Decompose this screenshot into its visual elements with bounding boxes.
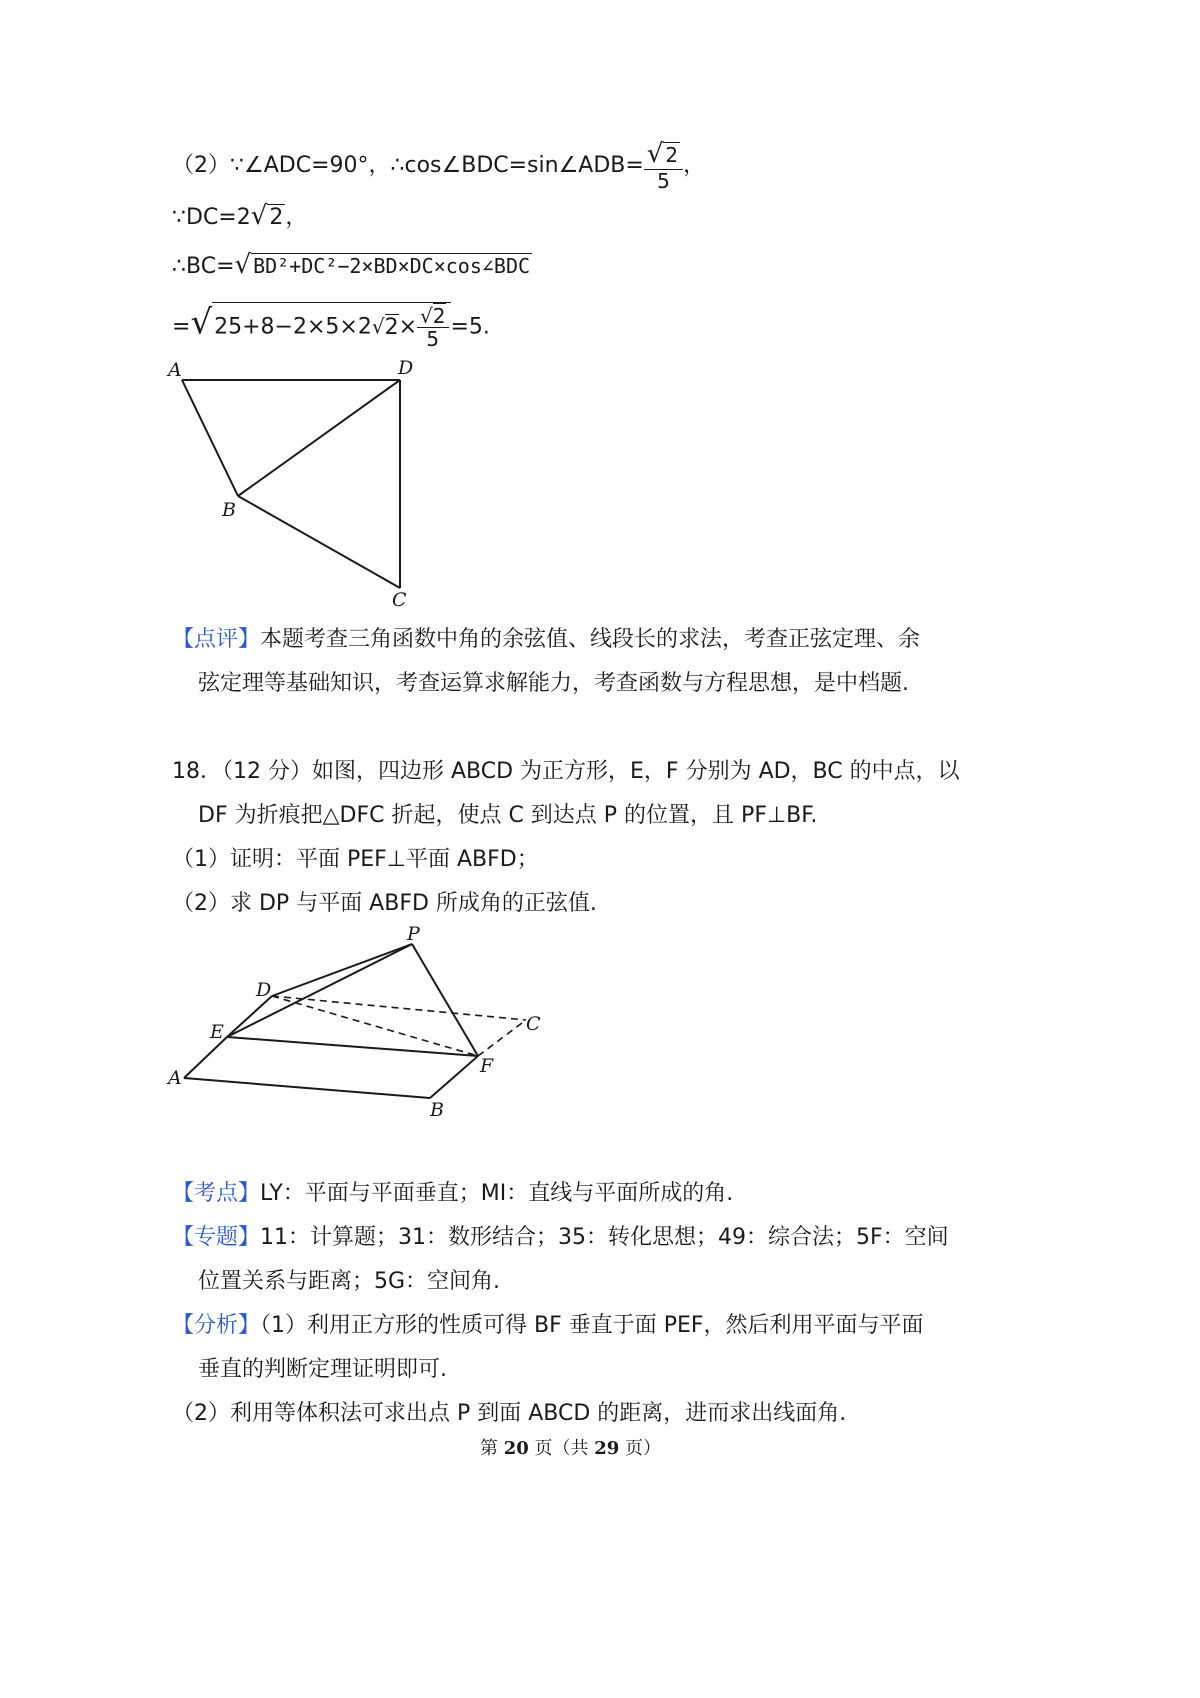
segment-bc bbox=[238, 496, 400, 588]
segment-ep bbox=[227, 944, 412, 1037]
solution-line-2: ∵DC=2√2， bbox=[172, 201, 308, 231]
zhuanti-tag: 【专题】 bbox=[172, 1225, 261, 1250]
label-p: P bbox=[407, 923, 420, 945]
problem-18-line-2: DF 为折痕把△DFC 折起，使点 C 到达点 P 的位置，且 PF⊥BF. bbox=[198, 803, 818, 828]
solution-line-4: =√25+8−2×5×2√2× $\frac{√2}{5}$ =5. bbox=[172, 302, 490, 351]
fenxi-line-3: （2）利用等体积法可求出点 P 到面 ABCD 的距离，进而求出线面角. bbox=[172, 1401, 847, 1426]
zhuanti-line-1: 【专题】11：计算题；31：数形结合；35：转化思想；49：综合法；5F：空间 bbox=[172, 1225, 949, 1250]
sqrt-icon: √ bbox=[234, 250, 252, 280]
fenxi-line-2: 垂直的判断定理证明即可. bbox=[198, 1357, 447, 1382]
review-line-2: 弦定理等基础知识，考查运算求解能力，考查函数与方程思想，是中档题. bbox=[198, 671, 909, 696]
fenxi-line-1: 【分析】（1）利用正方形的性质可得 BF 垂直于面 PEF，然后利用平面与平面 bbox=[172, 1313, 924, 1338]
label-e: E bbox=[210, 1021, 224, 1043]
review-tag: 【点评】 bbox=[172, 627, 261, 652]
segment-bd bbox=[238, 380, 400, 496]
problem-18-part-1: （1）证明：平面 PEF⊥平面 ABFD； bbox=[172, 847, 539, 872]
label-d: D bbox=[398, 357, 414, 379]
label-c: C bbox=[392, 589, 407, 611]
kaodian-tag: 【考点】 bbox=[172, 1181, 261, 1206]
figure-quadrilateral-abdc bbox=[160, 350, 460, 620]
sqrt-icon: √ bbox=[190, 302, 213, 343]
label-a: A bbox=[168, 1067, 182, 1089]
solution-line-1-prefix: （2）∵∠ADC=90°，∴cos∠BDC=sin∠ADB= bbox=[172, 152, 644, 178]
page-number: 20 bbox=[503, 1438, 529, 1459]
segment-ed bbox=[227, 996, 272, 1037]
label-d: D bbox=[256, 979, 272, 1001]
review-line-1: 【点评】本题考查三角函数中角的余弦值、线段长的求法，考查正弦定理、余 bbox=[172, 627, 921, 652]
label-f: F bbox=[480, 1055, 494, 1077]
segment-ae bbox=[184, 1037, 227, 1078]
sqrt-icon: √ bbox=[646, 139, 664, 169]
problem-18-part-2: （2）求 DP 与平面 ABFD 所成角的正弦值. bbox=[172, 891, 597, 916]
label-a: A bbox=[168, 359, 182, 381]
segment-ef bbox=[227, 1037, 478, 1056]
sqrt-icon: √ bbox=[250, 201, 268, 231]
solution-line-1: （2）∵∠ADC=90°，∴cos∠BDC=sin∠ADB= $\frac{√ 2}{5}$ ， bbox=[172, 139, 706, 193]
solution-line-3: ∴BC=√ BD²+DC²−2×BD×DC×cos∠BDC bbox=[172, 250, 531, 280]
fraction-sqrt2-over-5: $\frac{√ 2}{5}$ bbox=[644, 140, 683, 192]
segment-dp bbox=[272, 944, 412, 996]
page-total: 29 bbox=[594, 1438, 620, 1459]
fenxi-tag: 【分析】 bbox=[172, 1313, 261, 1338]
segment-dc-dashed bbox=[272, 996, 526, 1020]
zhuanti-line-2: 位置关系与距离；5G：空间角. bbox=[198, 1269, 501, 1294]
kaodian-line: 【考点】LY：平面与平面垂直；MI：直线与平面所成的角. bbox=[172, 1181, 734, 1206]
radicand-expression: 25+8−2×5×2√2× $\frac{√2}{5}$ bbox=[212, 302, 450, 350]
figure-folded-square bbox=[160, 920, 560, 1120]
problem-18-line-1: 18．（12 分）如图，四边形 ABCD 为正方形，E，F 分别为 AD，BC 的中点，以 bbox=[172, 759, 960, 784]
segment-ab bbox=[182, 380, 238, 496]
segment-fc-dashed bbox=[478, 1020, 526, 1056]
page-footer: 第 20 页（共 29 页） bbox=[480, 1438, 662, 1459]
segment-bf bbox=[430, 1056, 478, 1098]
label-b: B bbox=[222, 499, 236, 521]
label-c: C bbox=[526, 1013, 541, 1035]
segment-ab bbox=[184, 1078, 430, 1098]
label-b: B bbox=[430, 1099, 444, 1120]
